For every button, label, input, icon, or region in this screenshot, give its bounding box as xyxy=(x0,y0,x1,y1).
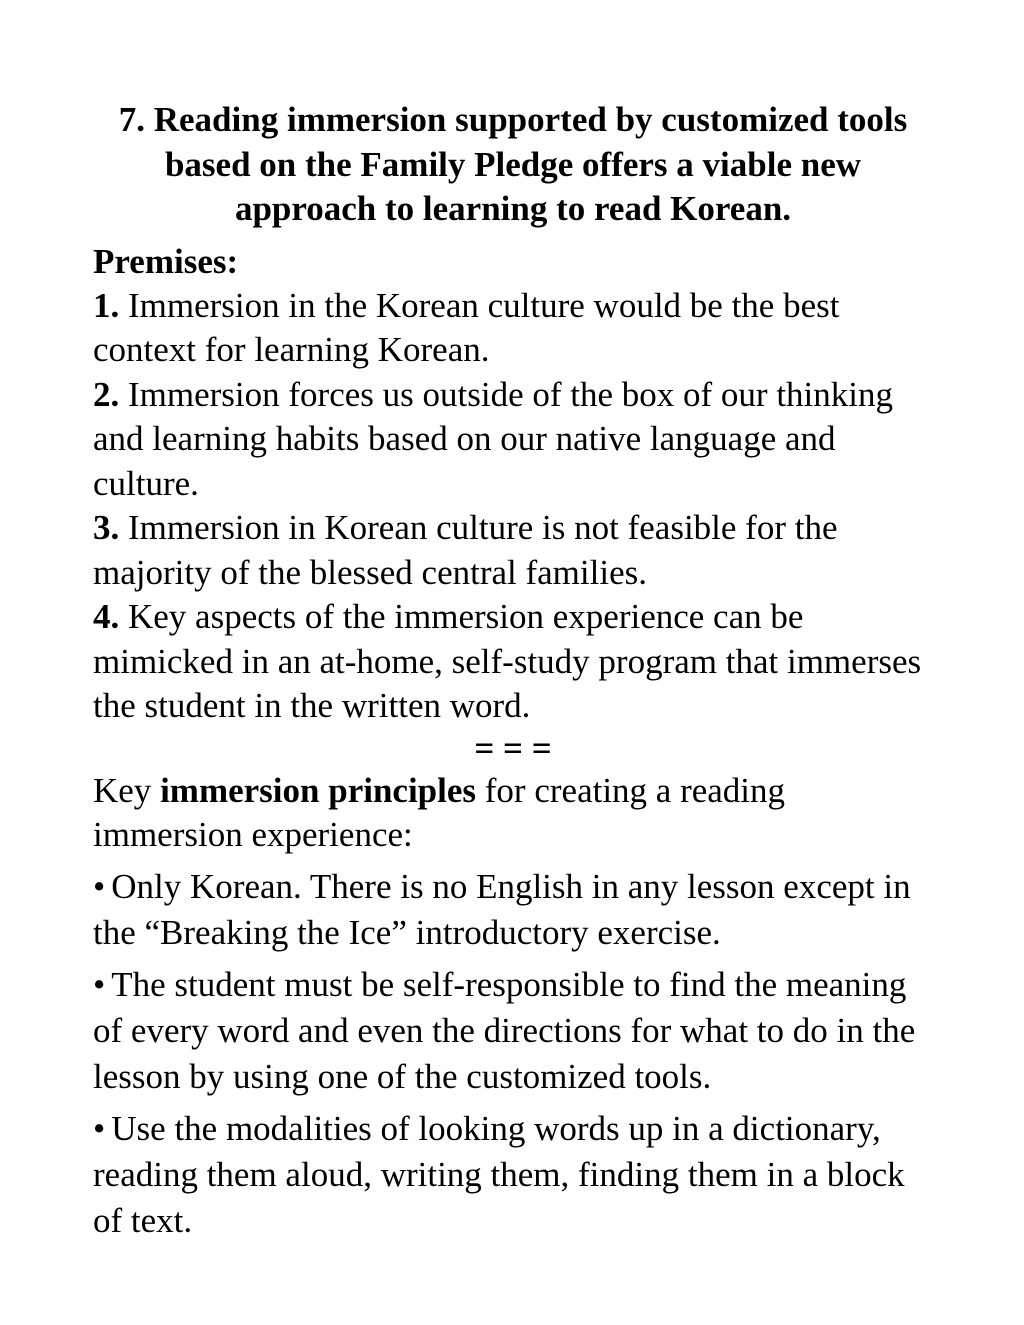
bullet-text: Use the modalities of looking words up in a dictionary, reading them aloud, writing them, finding them in a block of text. xyxy=(93,1108,905,1240)
principle-bullet xyxy=(93,962,933,1100)
premise-number: 2. xyxy=(93,374,120,414)
principles-intro-prefix: Key xyxy=(93,770,161,810)
page-title: 7. Reading immersion supported by customized tools based on the Family Pledge offers a viable new approach to learning to read Korean. xyxy=(118,100,908,228)
principle-bullet xyxy=(93,864,933,956)
premise-item xyxy=(93,595,933,729)
premises-heading: Premises: xyxy=(93,241,239,281)
bullet-icon: • xyxy=(93,866,106,906)
premise-item xyxy=(93,506,933,595)
premise-text: Immersion forces us outside of the box of our thinking and learning habits based on our native language and culture. xyxy=(93,374,894,503)
section-separator: = = = xyxy=(474,728,552,768)
principles-intro-suffix: for creating a reading immersion experience: xyxy=(93,770,786,854)
principles-intro xyxy=(93,769,933,858)
document-page xyxy=(93,98,933,1244)
premise-number: 3. xyxy=(93,508,120,547)
bullet-text: Only Korean. There is no English in any lesson except in the “Breaking the Ice” introductory exercise. xyxy=(93,866,911,952)
premise-number: 4. xyxy=(93,597,120,636)
principles-intro-bold: immersion principles xyxy=(160,770,477,810)
premise-text: Immersion in Korean culture is not feasible for the majority of the blessed central families. xyxy=(93,508,838,592)
premise-number: 1. xyxy=(93,285,120,325)
bullet-icon: • xyxy=(93,964,106,1004)
premise-item xyxy=(93,284,933,373)
premise-text: Immersion in the Korean culture would be the best context for learning Korean. xyxy=(93,285,840,369)
bullet-text: The student must be self-responsible to find the meaning of every word and even the directions for what to do in the lesson by using one of the customized tools. xyxy=(93,964,916,1096)
principle-bullet xyxy=(93,1106,933,1244)
premise-text: Key aspects of the immersion experience can be mimicked in an at-home, self-study program that immerses the student in the written word. xyxy=(93,597,922,725)
premise-item xyxy=(93,373,933,507)
bullet-icon: • xyxy=(93,1108,106,1148)
